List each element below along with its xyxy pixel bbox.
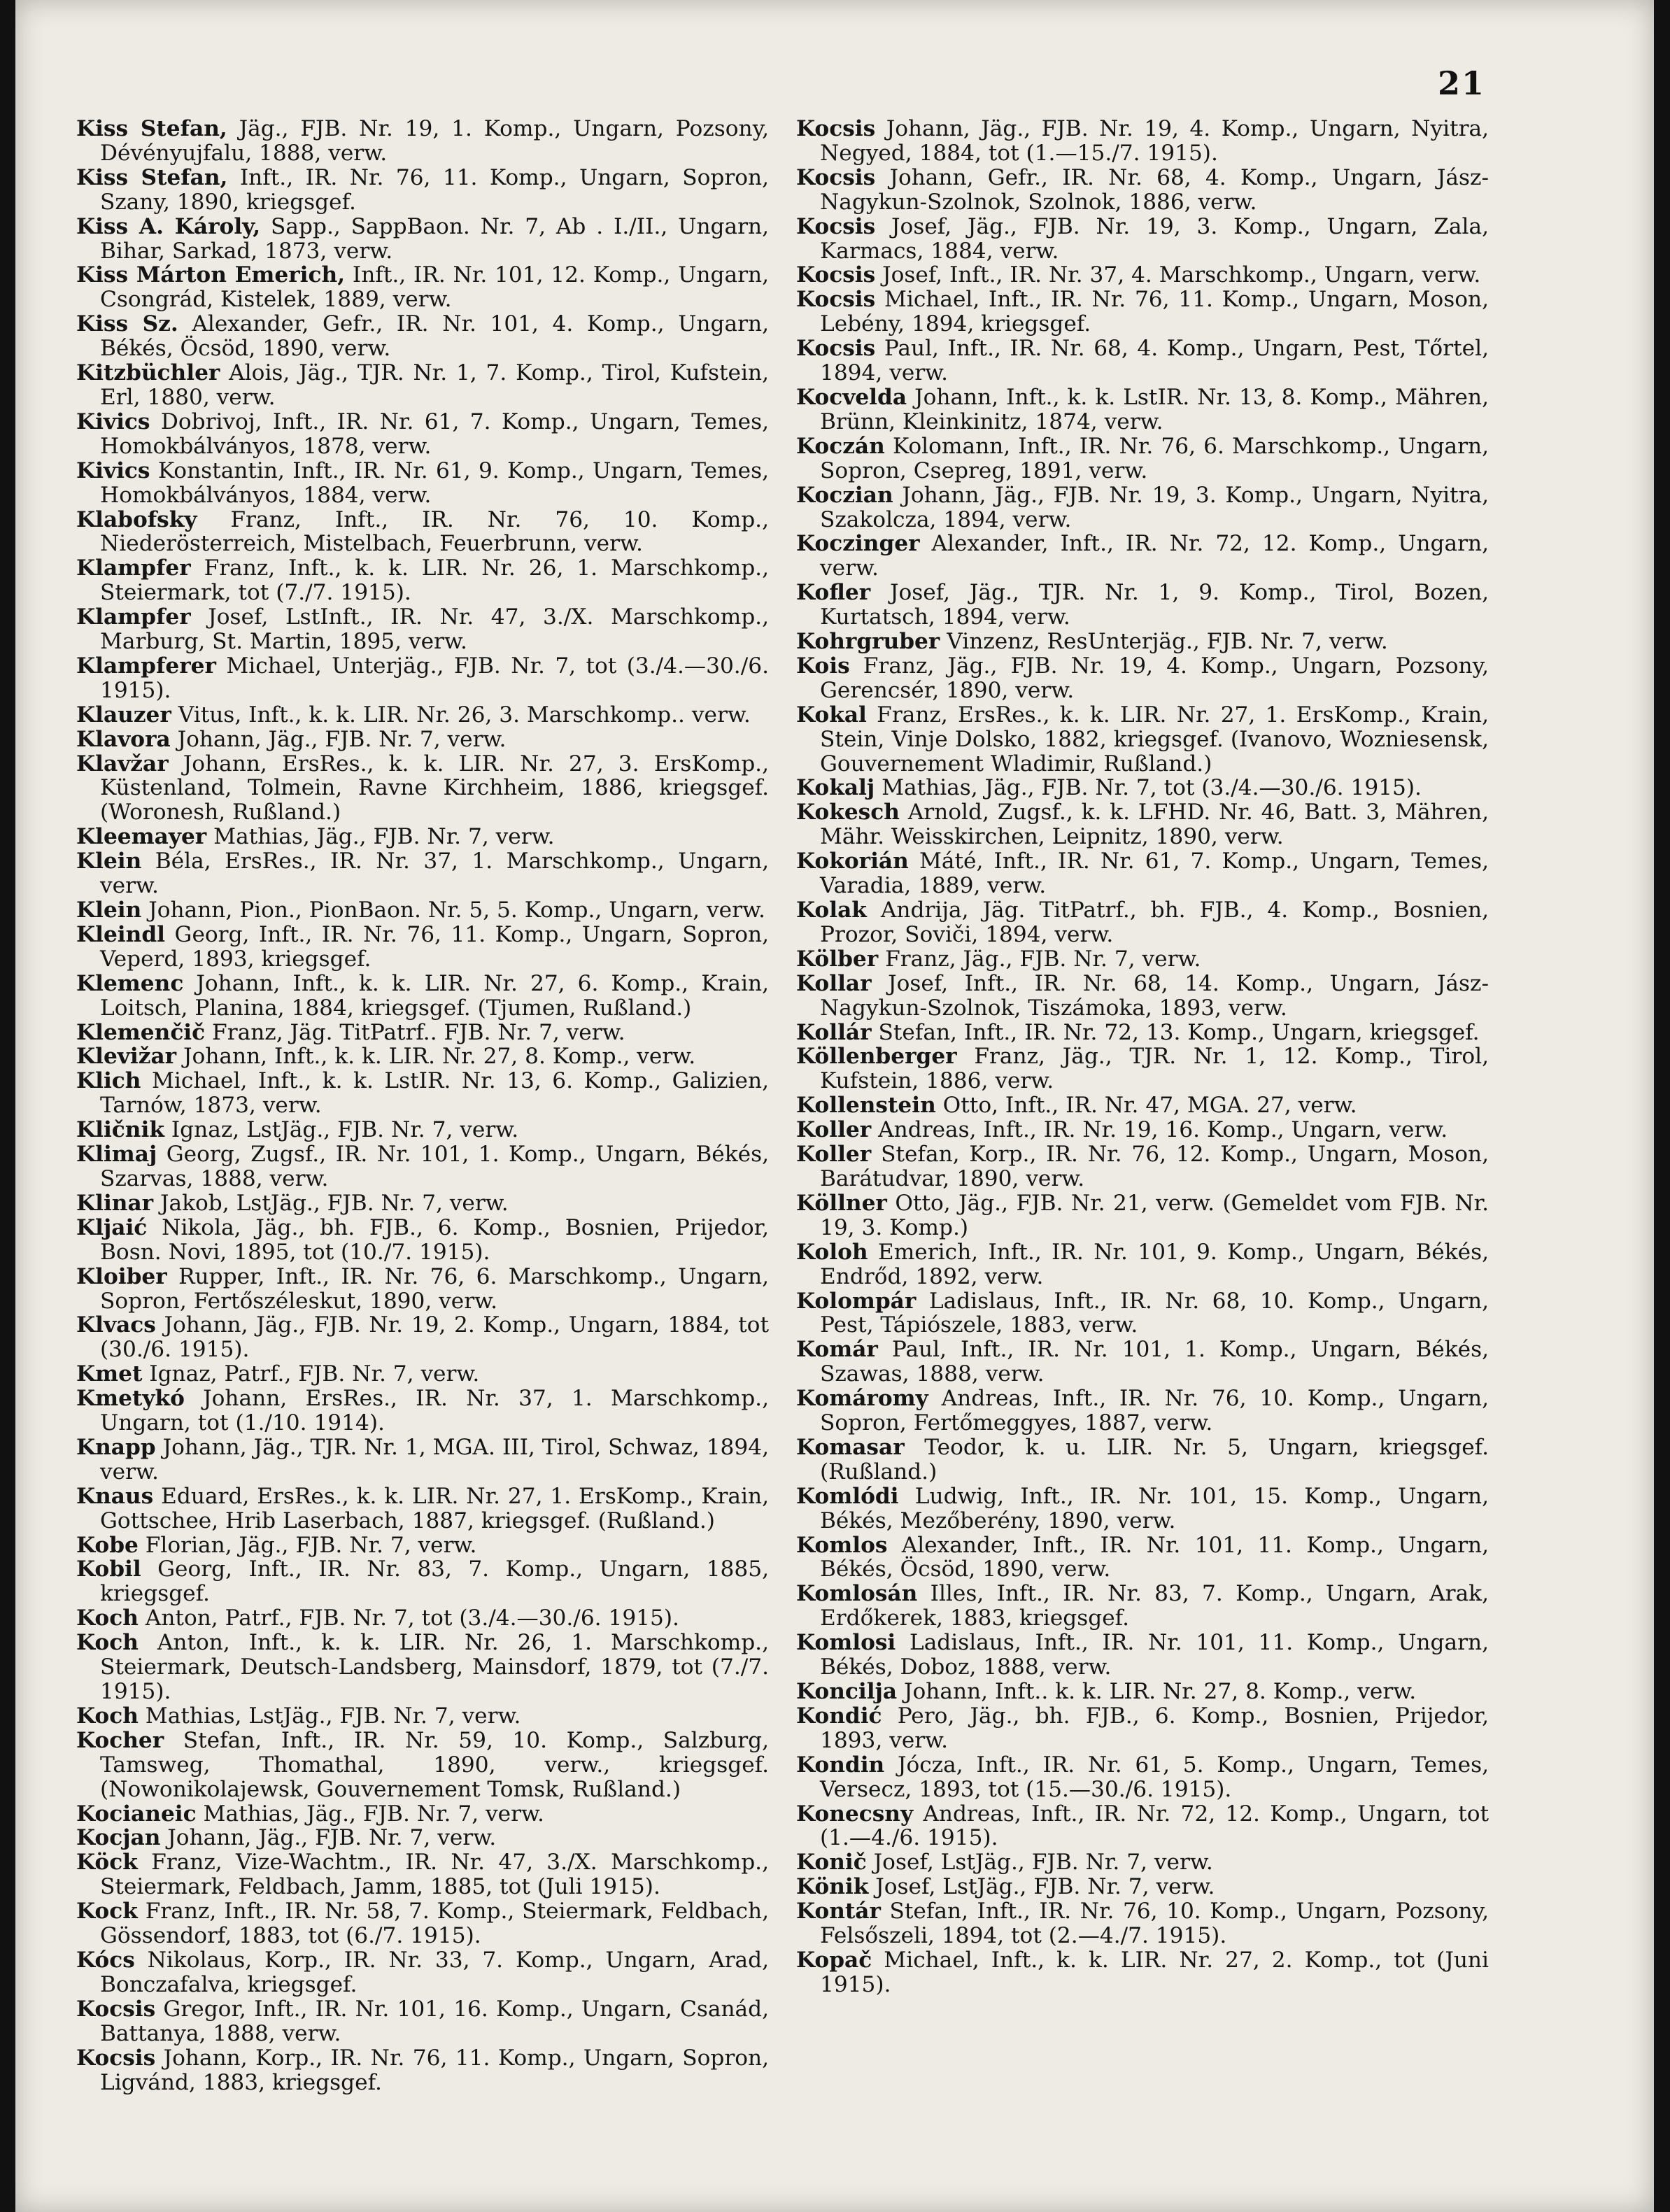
entry-name: Klabofsky [76, 506, 197, 532]
entry-text: Johann, Jäg., FJB. Nr. 19, 4. Komp., Ungarn, Nyitra, Negyed, 1884, tot (1.—15./7. 1915). [820, 116, 1489, 166]
entry-text: Michael, Inft., k. k. LstIR. Nr. 13, 6. Komp., Galizien, Tarnów, 1873, verw. [100, 1068, 769, 1119]
entry-text: Jäg., FJB. Nr. 19, 1. Komp., Ungarn, Pozsony, Dévényujfalu, 1888, verw. [100, 116, 769, 166]
left-column [76, 117, 769, 2094]
list-item [76, 703, 769, 728]
list-item [76, 1533, 769, 1558]
entry-text: Franz, Inft., k. k. LIR. Nr. 26, 1. Marschkomp., Steiermark, tot (7./7. 1915). [100, 555, 769, 606]
entry-name: Koncilja [796, 1679, 898, 1704]
entry-text: Andrija, Jäg. TitPatrf., bh. FJB., 4. Komp., Bosnien, Prozor, Soviči, 1894, verw. [820, 898, 1489, 947]
entry-name: Kollenstein [796, 1093, 936, 1119]
entry-text: Teodor, k. u. LIR. Nr. 5, Ungarn, kriegsgef. (Rußland.) [820, 1434, 1489, 1484]
entry-name: Klein [76, 898, 142, 923]
list-item [76, 1435, 769, 1484]
entry-text: Emerich, Inft., IR. Nr. 101, 9. Komp., Ungarn, Békés, Endrőd, 1892, verw. [820, 1239, 1489, 1289]
list-item [796, 1631, 1489, 1680]
list-item [76, 1557, 769, 1606]
entry-text: Pero, Jäg., bh. FJB., 6. Komp., Bosnien, Prijedor, 1893, verw. [820, 1703, 1489, 1753]
list-item [796, 532, 1489, 581]
entry-name: Koch [76, 1605, 139, 1631]
list-item [796, 1142, 1489, 1191]
list-item [76, 923, 769, 972]
list-item [76, 410, 769, 459]
entry-name: Kopač [796, 1947, 872, 1973]
entry-text: Johann, Jäg., FJB. Nr. 19, 3. Komp., Ungarn, Nyitra, Szakolcza, 1894, verw. [820, 482, 1489, 532]
list-item [796, 1289, 1489, 1338]
list-item [796, 947, 1489, 972]
entry-text: Johann, Jäg., FJB. Nr. 7, verw. [160, 1825, 497, 1851]
entry-name: Klimaj [76, 1142, 157, 1168]
list-item [796, 117, 1489, 166]
entry-name: Komasar [796, 1434, 905, 1460]
entry-text: Alexander, Inft., IR. Nr. 101, 11. Komp., Ungarn, Békés, Öcsöd, 1890, verw. [820, 1532, 1489, 1582]
list-item [76, 898, 769, 923]
entry-name: Komlosi [796, 1630, 896, 1656]
list-item [796, 1387, 1489, 1435]
entry-text: Michael, Inft., IR. Nr. 76, 11. Komp., Ungarn, Moson, Lebény, 1894, kriegsgef. [820, 287, 1489, 337]
entry-text: Johann, Pion., PionBaon. Nr. 5, 5. Komp., Ungarn, verw. [141, 898, 765, 923]
entry-name: Kocvelda [796, 384, 907, 410]
entry-name: Kokesch [796, 800, 900, 825]
entry-text: Johann, Jäg., FJB. Nr. 7, verw. [170, 726, 507, 752]
list-item [76, 556, 769, 605]
entry-name: Kokorián [796, 849, 909, 874]
list-item [796, 1899, 1489, 1948]
entry-name: Kocsis [796, 287, 876, 313]
entry-text: Vitus, Inft., k. k. LIR. Nr. 26, 3. Marschkomp.. verw. [171, 702, 751, 728]
entry-name: Koloh [796, 1239, 868, 1265]
entry-name: Kocsis [796, 213, 876, 239]
entry-name: Kocsis [76, 2045, 156, 2071]
entry-name: Klich [76, 1068, 141, 1094]
entry-text: Mathias, Jäg., FJB. Nr. 7, tot (3./4.—30./6. 1915). [875, 775, 1422, 801]
entry-text: Konstantin, Inft., IR. Nr. 61, 9. Komp., Ungarn, Temes, Homokbálványos, 1884, verw. [100, 458, 769, 508]
list-item [76, 2046, 769, 2095]
entry-name: Kois [796, 653, 850, 679]
entry-text: Andreas, Inft., IR. Nr. 72, 12. Komp., Ungarn, tot (1.—4./6. 1915). [820, 1801, 1489, 1851]
list-item [796, 1850, 1489, 1875]
entry-text: Josef, LstJäg., FJB. Nr. 7, verw. [868, 1874, 1215, 1900]
list-item [76, 1069, 769, 1118]
entry-text: Andreas, Inft., IR. Nr. 76, 10. Komp., Ungarn, Sopron, Fertőmeggyes, 1887, verw. [820, 1386, 1489, 1436]
entry-name: Klampfer [76, 555, 191, 581]
list-item [76, 1118, 769, 1142]
entry-text: Josef, Jäg., FJB. Nr. 19, 3. Komp., Ungarn, Zala, Karmacs, 1884, verw. [820, 213, 1489, 264]
entry-name: Klemenc [76, 970, 184, 996]
entry-name: Kolak [796, 898, 867, 923]
entry-text: Johann, ErsRes., IR. Nr. 37, 1. Marschkomp., Ungarn, tot (1./10. 1914). [100, 1386, 769, 1436]
list-item [796, 703, 1489, 777]
entry-name: Kocsis [796, 116, 876, 141]
list-item [76, 654, 769, 703]
list-item [76, 1216, 769, 1265]
entry-name: Köck [76, 1850, 138, 1876]
entry-text: Alois, Jäg., TJR. Nr. 1, 7. Komp., Tirol, Kufstein, Erl, 1880, verw. [100, 360, 769, 410]
list-item [76, 1313, 769, 1362]
entry-text: Michael, Unterjäg., FJB. Nr. 7, tot (3./4.—30./6. 1915). [100, 653, 769, 703]
entry-text: Sapp., SappBaon. Nr. 7, Ab . I./II., Ungarn, Bihar, Sarkad, 1873, verw. [100, 213, 769, 264]
entry-text: Paul, Inft., IR. Nr. 101, 1. Komp., Ungarn, Békés, Szawas, 1888, verw. [820, 1337, 1489, 1387]
entry-name: Komáromy [796, 1386, 928, 1412]
list-item [796, 385, 1489, 434]
entry-text: Georg, Zugsf., IR. Nr. 101, 1. Komp., Ungarn, Békés, Szarvas, 1888, verw. [100, 1142, 769, 1191]
entry-name: Kljaić [76, 1214, 148, 1240]
list-item [796, 1338, 1489, 1387]
list-item [796, 1484, 1489, 1533]
list-item [76, 1997, 769, 2046]
list-item [76, 361, 769, 410]
entry-text: Kolomann, Inft., IR. Nr. 76, 6. Marschkomp., Ungarn, Sopron, Csepreg, 1891, verw. [820, 433, 1489, 483]
list-item [796, 972, 1489, 1021]
list-item [76, 263, 769, 312]
entry-name: Konecsny [796, 1801, 914, 1827]
entry-text: Inft., IR. Nr. 76, 11. Komp., Ungarn, Sopron, Szany, 1890, kriegsgef. [100, 164, 770, 215]
entry-name: Kiss A. Károly, [76, 213, 261, 239]
entry-name: Klavžar [76, 751, 169, 777]
entry-name: Koller [796, 1117, 872, 1143]
entry-text: Franz, Jäg. TitPatrf.. FJB. Nr. 7, verw. [205, 1019, 625, 1045]
list-item [76, 215, 769, 264]
entry-text: Alexander, Inft., IR. Nr. 72, 12. Komp., Ungarn, verw. [820, 531, 1489, 581]
entry-text: Stefan, Inft., IR. Nr. 76, 10. Komp., Ungarn, Pozsony, Felsőszeli, 1894, tot (2.—4./7. 1915). [820, 1899, 1489, 1949]
entry-text: Johann, Korp., IR. Nr. 76, 11. Komp., Ungarn, Sopron, Ligvánd, 1883, kriegsgef. [100, 2045, 769, 2095]
list-item [796, 434, 1489, 483]
entry-name: Kiss Stefan, [76, 116, 227, 141]
entry-text: Josef, LstJäg., FJB. Nr. 7, verw. [866, 1850, 1213, 1876]
entry-name: Kmet [76, 1361, 143, 1387]
entry-text: Rupper, Inft., IR. Nr. 76, 6. Marschkomp., Ungarn, Sopron, Fertőszéleskut, 1890, verw. [100, 1263, 769, 1314]
entry-text: Jócza, Inft., IR. Nr. 61, 5. Komp., Ungarn, Temes, Versecz, 1893, tot (15.—30./6. 1915). [820, 1752, 1489, 1802]
entry-name: Kiss Stefan, [76, 164, 228, 190]
list-item [796, 1875, 1489, 1899]
entry-text: Josef, Inft., IR. Nr. 68, 14. Komp., Ungarn, Jász-Nagykun-Szolnok, Tiszámoka, 1893, verw. [820, 970, 1489, 1021]
entry-text: Franz, Jäg., FJB. Nr. 7, verw. [878, 946, 1201, 972]
entry-text: Johann, Inft., k. k. LIR. Nr. 27, 6. Komp., Krain, Loitsch, Planina, 1884, kriegsgef. (Tjumen, Rußland.) [100, 970, 769, 1021]
list-item [76, 1484, 769, 1533]
page-number: 21 [1438, 64, 1486, 102]
entry-text: Nikolaus, Korp., IR. Nr. 33, 7. Komp., Ungarn, Arad, Bonczafalva, kriegsgef. [100, 1947, 769, 1997]
entry-name: Kollar [796, 970, 872, 996]
entry-name: Kócs [76, 1947, 135, 1973]
entry-name: Kofler [796, 580, 871, 606]
entry-text: Nikola, Jäg., bh. FJB., 6. Komp., Bosnien, Prijedor, Bosn. Novi, 1895, tot (10./7. 1915). [100, 1214, 769, 1265]
list-item [796, 849, 1489, 898]
entry-name: Koczán [796, 433, 885, 459]
list-item [796, 1435, 1489, 1484]
list-item [76, 117, 769, 166]
entry-name: Knapp [76, 1434, 156, 1460]
list-item [796, 1704, 1489, 1753]
entry-text: Josef, Inft., IR. Nr. 37, 4. Marschkomp., Ungarn, verw. [875, 262, 1481, 288]
entry-text: Ignaz, Patrf., FJB. Nr. 7, verw. [142, 1361, 480, 1387]
entry-name: Klampferer [76, 653, 216, 679]
entry-text: Ladislaus, Inft., IR. Nr. 68, 10. Komp., Ungarn, Pest, Tápiószele, 1883, verw. [820, 1288, 1489, 1338]
entry-text: Georg, Inft., IR. Nr. 83, 7. Komp., Ungarn, 1885, kriegsgef. [100, 1557, 769, 1607]
list-item [796, 336, 1489, 385]
entry-text: Ladislaus, Inft., IR. Nr. 101, 11. Komp., Ungarn, Békés, Doboz, 1888, verw. [820, 1630, 1489, 1680]
list-item [796, 215, 1489, 264]
entry-text: Dobrivoj, Inft., IR. Nr. 61, 7. Komp., Ungarn, Temes, Homokbálványos, 1878, verw. [100, 409, 769, 459]
list-item [796, 1948, 1489, 1997]
entry-name: Köllenberger [796, 1044, 957, 1070]
list-item [76, 1265, 769, 1314]
list-item [796, 483, 1489, 532]
list-item [76, 1850, 769, 1899]
list-item [76, 1704, 769, 1729]
entry-name: Kocianeic [76, 1801, 197, 1827]
entry-text: Stefan, Korp., IR. Nr. 76, 12. Komp., Ungarn, Moson, Barátudvar, 1890, verw. [820, 1142, 1489, 1191]
entry-text: Johann, ErsRes., k. k. LIR. Nr. 27, 3. ErsKomp., Küstenland, Tolmein, Ravne Kirchheim, 1886, kriegsgef. (Woronesh, Rußland.) [100, 751, 769, 825]
entry-text: Stefan, Inft., IR. Nr. 72, 13. Komp., Ungarn, kriegsgef. [871, 1019, 1480, 1045]
entry-text: Paul, Inft., IR. Nr. 68, 4. Komp., Ungarn, Pest, Tőrtel, 1894, verw. [820, 336, 1489, 386]
list-item [796, 654, 1489, 703]
entry-name: Klavora [76, 726, 171, 752]
list-item [76, 459, 769, 508]
entry-text: Arnold, Zugsf., k. k. LFHD. Nr. 46, Batt. 3, Mähren, Mähr. Weisskirchen, Leipnitz, 1890, verw. [820, 800, 1489, 850]
entry-name: Klampfer [76, 604, 191, 630]
entry-text: Stefan, Inft., IR. Nr. 59, 10. Komp., Salzburg, Tamsweg, Thomathal, 1890, verw., kriegsgef. (Nowonikolajewsk, Gouvernement Tomsk, Rußland.) [100, 1727, 769, 1802]
entry-name: Kloiber [76, 1263, 167, 1289]
entry-name: Kocsis [76, 1996, 156, 2022]
entry-text: Andreas, Inft., IR. Nr. 19, 16. Komp., Ungarn, verw. [871, 1117, 1448, 1143]
entry-text: Johann, Gefr., IR. Nr. 68, 4. Komp., Ungarn, Jász-Nagykun-Szolnok, Szolnok, 1886, verw. [820, 164, 1489, 215]
entry-text: Béla, ErsRes., IR. Nr. 37, 1. Marschkomp., Ungarn, verw. [100, 849, 769, 899]
entry-name: Kolompár [796, 1288, 917, 1314]
list-item [796, 263, 1489, 288]
list-item [76, 1387, 769, 1435]
list-item [76, 605, 769, 654]
list-item [76, 508, 769, 557]
entry-text: Mathias, Jäg., FJB. Nr. 7, verw. [206, 824, 555, 850]
entry-name: Komlódi [796, 1483, 899, 1509]
entry-text: Alexander, Gefr., IR. Nr. 101, 4. Komp., Ungarn, Békés, Öcsöd, 1890, verw. [100, 311, 769, 362]
entry-name: Kivics [76, 458, 150, 483]
entry-name: Kiss Sz. [76, 311, 178, 337]
list-item [796, 1093, 1489, 1118]
list-item [76, 1899, 769, 1948]
list-item [796, 166, 1489, 215]
list-item [76, 1606, 769, 1631]
list-item [76, 1631, 769, 1704]
list-item [76, 1362, 769, 1387]
list-item [796, 898, 1489, 947]
entry-text: Franz, Inft., IR. Nr. 76, 10. Komp., Niederösterreich, Mistelbach, Feuerbrunn, verw. [100, 506, 769, 557]
entry-text: Michael, Inft., k. k. LIR. Nr. 27, 2. Komp., tot (Juni 1915). [820, 1947, 1489, 1997]
entry-text: Ignaz, LstJäg., FJB. Nr. 7, verw. [164, 1117, 519, 1143]
entry-name: Kleindl [76, 921, 165, 947]
list-item [796, 1802, 1489, 1851]
entry-name: Konič [796, 1850, 867, 1876]
entry-name: Komár [796, 1337, 878, 1363]
entry-text: Johann, Jäg., FJB. Nr. 19, 2. Komp., Ungarn, 1884, tot (30./6. 1915). [100, 1312, 769, 1363]
entry-name: Kobe [76, 1532, 139, 1558]
list-item [76, 312, 769, 361]
entry-name: Kocsis [796, 262, 876, 288]
entry-name: Kličnik [76, 1117, 164, 1143]
entry-text: Johann, Inft., k. k. LIR. Nr. 27, 8. Komp., verw. [176, 1044, 696, 1070]
entry-name: Klevižar [76, 1044, 177, 1070]
entry-name: Koczinger [796, 531, 920, 557]
entry-name: Kontár [796, 1899, 881, 1924]
list-item [796, 288, 1489, 336]
entry-text: Gregor, Inft., IR. Nr. 101, 16. Komp., Ungarn, Csanád, Battanya, 1888, verw. [100, 1996, 769, 2046]
list-item [796, 1240, 1489, 1289]
list-item [76, 752, 769, 825]
entry-name: Könik [796, 1874, 869, 1900]
entry-text: Otto, Jäg., FJB. Nr. 21, verw. (Gemeldet vom FJB. Nr. 19, 3. Komp.) [820, 1190, 1489, 1240]
list-item [76, 1729, 769, 1802]
entry-text: Jakob, LstJäg., FJB. Nr. 7, verw. [153, 1190, 509, 1216]
entry-name: Komlos [796, 1532, 888, 1558]
entry-name: Koch [76, 1703, 139, 1729]
list-item [796, 800, 1489, 849]
entry-name: Kölber [796, 946, 879, 972]
list-item [76, 1044, 769, 1069]
entry-text: Vinzenz, ResUnterjäg., FJB. Nr. 7, verw. [940, 629, 1388, 655]
list-item [76, 849, 769, 898]
entry-text: Anton, Inft., k. k. LIR. Nr. 26, 1. Marschkomp., Steiermark, Deutsch-Landsberg, Mainsdorf, 1879, tot (7./7. 1915). [100, 1630, 769, 1704]
entry-name: Klein [76, 849, 142, 874]
list-item [76, 825, 769, 849]
list-item [796, 1753, 1489, 1802]
entry-text: Anton, Patrf., FJB. Nr. 7, tot (3./4.—30./6. 1915). [138, 1605, 679, 1631]
list-item [76, 1142, 769, 1191]
entry-text: Franz, Vize-Wachtm., IR. Nr. 47, 3./X. Marschkomp., Steiermark, Feldbach, Jamm, 1885, tot (Juli 1915). [100, 1850, 769, 1900]
list-item [796, 1533, 1489, 1582]
entry-name: Klemenčič [76, 1019, 206, 1045]
entry-name: Kmetykó [76, 1386, 185, 1412]
entry-text: Florian, Jäg., FJB. Nr. 7, verw. [138, 1532, 477, 1558]
entry-name: Koczian [796, 482, 893, 508]
list-item [796, 1191, 1489, 1240]
entry-name: Kocjan [76, 1825, 161, 1851]
list-item [76, 1948, 769, 1997]
entry-name: Kiss Márton Emerich, [76, 262, 346, 288]
entry-name: Kokalj [796, 775, 875, 801]
list-item [796, 1021, 1489, 1045]
entry-text: Franz, Jäg., TJR. Nr. 1, 12. Komp., Tirol, Kufstein, 1886, verw. [820, 1044, 1489, 1094]
entry-text: Ludwig, Inft., IR. Nr. 101, 15. Komp., Ungarn, Békés, Mezőberény, 1890, verw. [820, 1483, 1489, 1533]
entry-text: Georg, Inft., IR. Nr. 76, 11. Komp., Ungarn, Sopron, Veperd, 1893, kriegsgef. [100, 921, 769, 972]
entry-text: Eduard, ErsRes., k. k. LIR. Nr. 27, 1. ErsKomp., Krain, Gottschee, Hrib Laserbach, 1887, kriegsgef. (Rußland.) [100, 1483, 769, 1533]
entry-text: Mathias, LstJäg., FJB. Nr. 7, verw. [138, 1703, 521, 1729]
entry-text: Mathias, Jäg., FJB. Nr. 7, verw. [196, 1801, 544, 1827]
list-item [76, 1191, 769, 1216]
entry-name: Kivics [76, 409, 150, 434]
entry-name: Komlosán [796, 1581, 918, 1607]
list-item [76, 166, 769, 215]
entry-name: Kitzbüchler [76, 360, 220, 386]
entry-text: Franz, ErsRes., k. k. LIR. Nr. 27, 1. ErsKomp., Krain, Stein, Vinje Dolsko, 1882, kriegsgef. (Ivanovo, Wozniesensk, Gouvernement Wladimir, Rußland.) [820, 702, 1489, 777]
entry-name: Köllner [796, 1190, 887, 1216]
list-item [796, 1118, 1489, 1142]
entry-text: Franz, Inft., IR. Nr. 58, 7. Komp., Steiermark, Feldbach, Gössendorf, 1883, tot (6./7. 1915). [100, 1899, 769, 1949]
entry-text: Franz, Jäg., FJB. Nr. 19, 4. Komp., Ungarn, Pozsony, Gerencsér, 1890, verw. [820, 653, 1489, 703]
entry-name: Kobil [76, 1557, 141, 1582]
entry-name: Klinar [76, 1190, 154, 1216]
entry-name: Kollár [796, 1019, 872, 1045]
entry-name: Knaus [76, 1483, 154, 1509]
entry-name: Kleemayer [76, 824, 207, 850]
entry-text: Johann, Inft.. k. k. LIR. Nr. 27, 8. Komp., verw. [897, 1679, 1417, 1704]
list-item [796, 630, 1489, 654]
entry-text: Josef, LstInft., IR. Nr. 47, 3./X. Marschkomp., Marburg, St. Martin, 1895, verw. [100, 604, 769, 655]
list-item [76, 972, 769, 1021]
entry-name: Klvacs [76, 1312, 156, 1338]
list-item [76, 1021, 769, 1045]
entry-name: Kokal [796, 702, 867, 728]
entry-name: Klauzer [76, 702, 171, 728]
entry-name: Koch [76, 1630, 139, 1656]
entry-text: Illes, Inft., IR. Nr. 83, 7. Komp., Ungarn, Arak, Erdőkerek, 1883, kriegsgef. [820, 1581, 1489, 1631]
list-item [796, 581, 1489, 630]
list-item [796, 1582, 1489, 1631]
entry-name: Koller [796, 1142, 872, 1168]
entry-text: Otto, Inft., IR. Nr. 47, MGA. 27, verw. [935, 1093, 1357, 1119]
list-item [796, 776, 1489, 800]
right-column [796, 117, 1489, 1997]
list-item [796, 1044, 1489, 1093]
entry-name: Kocsis [796, 336, 876, 362]
entry-name: Kocsis [796, 164, 876, 190]
entry-text: Josef, Jäg., TJR. Nr. 1, 9. Komp., Tirol, Bozen, Kurtatsch, 1894, verw. [820, 580, 1489, 630]
list-item [76, 728, 769, 752]
entry-name: Kock [76, 1899, 138, 1924]
entry-text: Inft., IR. Nr. 101, 12. Komp., Ungarn, Csongrád, Kistelek, 1889, verw. [100, 262, 769, 313]
entry-name: Kohrgruber [796, 629, 940, 655]
list-item [796, 1680, 1489, 1704]
entry-text: Johann, Jäg., TJR. Nr. 1, MGA. III, Tirol, Schwaz, 1894, verw. [100, 1434, 769, 1484]
document-page [15, 0, 1654, 2212]
entry-name: Kocher [76, 1727, 164, 1753]
entry-name: Kondić [796, 1703, 882, 1729]
entry-name: Kondin [796, 1752, 885, 1778]
list-item [76, 1826, 769, 1850]
list-item [76, 1802, 769, 1827]
entry-text: Johann, Inft., k. k. LstIR. Nr. 13, 8. Komp., Mähren, Brünn, Kleinkinitz, 1874, verw. [820, 384, 1489, 434]
entry-text: Máté, Inft., IR. Nr. 61, 7. Komp., Ungarn, Temes, Varadia, 1889, verw. [820, 849, 1489, 899]
